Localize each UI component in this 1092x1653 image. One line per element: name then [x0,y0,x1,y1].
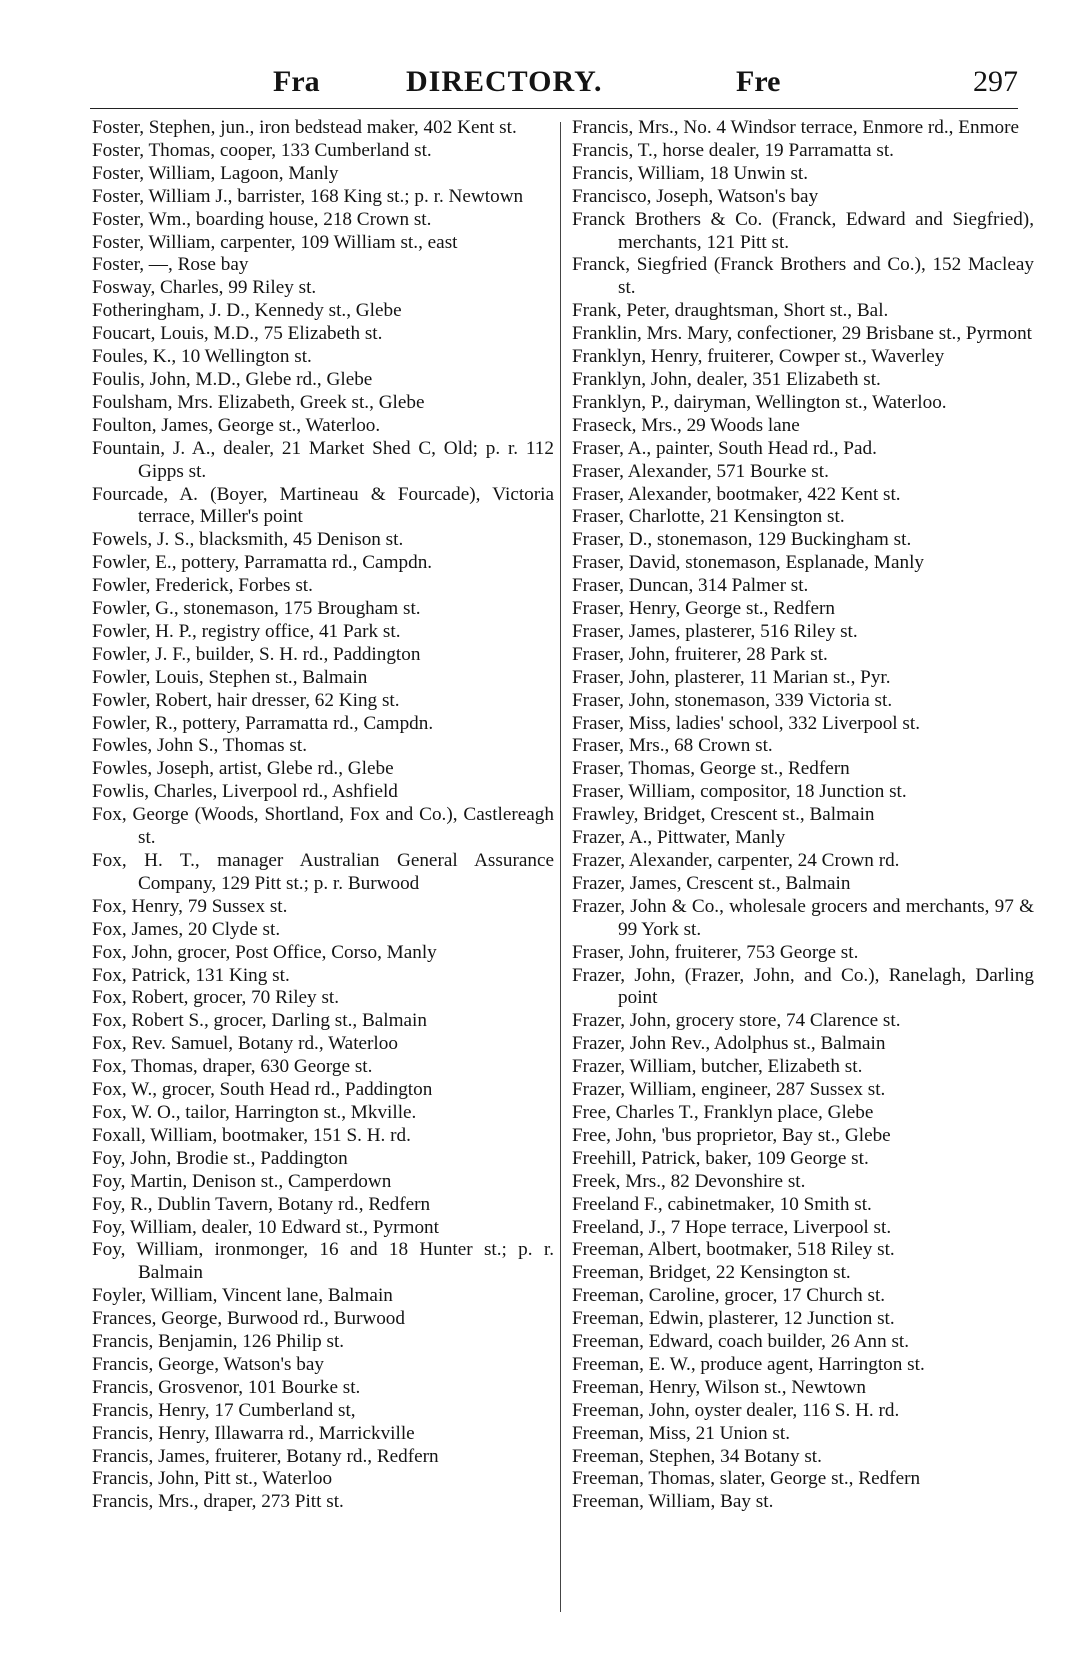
directory-entry: Fraser, David, stonemason, Esplanade, Manly [572,552,924,574]
directory-entry: Frazer, Alexander, carpenter, 24 Crown rd. [572,850,900,871]
directory-entry: Fraser, A., painter, South Head rd., Pad. [572,437,877,459]
directory-entry: Francis, Grosvenor, 101 Bourke st. [92,1376,361,1398]
directory-entry: Freeland, J., 7 Hope terrace, Liverpool st. [572,1216,892,1238]
directory-entry: Fraser, Duncan, 314 Palmer st. [572,575,809,597]
directory-entry: Freek, Mrs., 82 Devonshire st. [572,1170,806,1192]
directory-entry: Foy, R., Dublin Tavern, Botany rd., Redfern [92,1193,431,1215]
directory-entry: Freeman, Bridget, 22 Kensington st. [572,1262,851,1284]
directory-entry: Freeland F., cabinetmaker, 10 Smith st. [572,1193,872,1215]
directory-entry: Frances, George, Burwood rd., Burwood [92,1308,405,1330]
directory-entry: Freeman, Edwin, plasterer, 12 Junction st. [572,1308,895,1330]
directory-entry: Franklyn, Henry, fruiterer, Cowper st., Waverley [572,346,945,368]
directory-entry: Fowler, Frederick, Forbes st. [92,575,313,597]
directory-entry: Foulis, John, M.D., Glebe rd., Glebe [92,368,373,390]
directory-entry: Foy, John, Brodie st., Paddington [92,1147,348,1169]
directory-entry: Fraser, Thomas, George st., Redfern [572,758,850,780]
directory-entry: Fox, Rev. Samuel, Botany rd., Waterloo [92,1033,398,1055]
directory-entry: Freeman, Henry, Wilson st., Newtown [572,1376,866,1398]
directory-entry: Fowler, Robert, hair dresser, 62 King st. [92,689,400,711]
directory-entry: Francis, Henry, Illawarra rd., Marrickville [92,1422,415,1444]
directory-entry: Fraser, James, plasterer, 516 Riley st. [572,620,858,642]
directory-entry: Freeman, Miss, 21 Union st. [572,1422,790,1444]
directory-entry: Fox, W., grocer, South Head rd., Paddington [92,1079,433,1101]
directory-entry: Fraser, John, plasterer, 11 Marian st., Pyr. [572,666,891,688]
directory-entry: Fraser, Alexander, bootmaker, 422 Kent st. [572,483,901,505]
directory-entry: Foster, Wm., boarding house, 218 Crown st. [92,208,432,230]
directory-entry: Freeman, John, oyster dealer, 116 S. H. rd. [572,1399,900,1421]
directory-entry: Freeman, Caroline, grocer, 17 Church st. [572,1285,886,1307]
directory-entry: Fraser, Mrs., 68 Crown st. [572,735,773,757]
directory-entry: Foy, Martin, Denison st., Camperdown [92,1170,392,1192]
directory-entry: Fraseck, Mrs., 29 Woods lane [572,414,800,436]
header-rule [90,108,1018,109]
directory-entry: Foster, —, Rose bay [92,254,249,276]
directory-entry: Francis, T., horse dealer, 19 Parramatta st. [572,139,894,161]
directory-entry: Foules, K., 10 Wellington st. [92,346,312,368]
directory-entry: Foster, William, Lagoon, Manly [92,162,339,184]
directory-entry: Foy, William, ironmonger, 16 and 18 Hunter st.; p. r. Balmain [92,1239,554,1284]
directory-entry: Francis, John, Pitt st., Waterloo [92,1468,333,1490]
directory-entry: Fotheringham, J. D., Kennedy st., Glebe [92,300,402,322]
directory-entry: Free, Charles T., Franklyn place, Glebe [572,1101,874,1123]
directory-entry: Foulton, James, George st., Waterloo. [92,414,381,436]
directory-entry: Free, John, 'bus proprietor, Bay st., Glebe [572,1124,891,1146]
directory-entry: Fox, James, 20 Clyde st. [92,918,281,940]
left-column [92,117,554,1514]
directory-entry: Frazer, James, Crescent st., Balmain [572,872,851,894]
page-title: DIRECTORY. [406,65,603,98]
directory-entry: Fox, W. O., tailor, Harrington st., Mkville. [92,1101,417,1123]
directory-entry: Freeman, E. W., produce agent, Harrington st. [572,1353,925,1375]
directory-entry: Francis, Mrs., No. 4 Windsor terrace, Enmore rd., Enmore [572,117,1019,138]
directory-entry: Fox, Robert, grocer, 70 Riley st. [92,987,340,1009]
directory-entry: Fox, Henry, 79 Sussex st. [92,895,288,917]
directory-entry: Freeman, William, Bay st. [572,1491,774,1513]
directory-entry: Fourcade, A. (Boyer, Martineau & Fourcade), Victoria terrace, Miller's point [92,483,554,528]
directory-entry: Francis, William, 18 Unwin st. [572,162,809,184]
directory-entry: Frazer, William, engineer, 287 Sussex st. [572,1079,886,1101]
directory-entry: Franklin, Mrs. Mary, confectioner, 29 Brisbane st., Pyrmont [572,323,1033,345]
directory-entry: Franck, Siegfried (Franck Brothers and Co.), 152 Macleay st. [572,254,1034,299]
right-column [572,117,1034,1514]
directory-entry: Franklyn, P., dairyman, Wellington st., Waterloo. [572,391,947,413]
page-number: 297 [973,65,1018,98]
directory-entry: Foulsham, Mrs. Elizabeth, Greek st., Glebe [92,391,425,413]
directory-entry: Fowles, John S., Thomas st. [92,735,307,757]
directory-entry: Foster, Thomas, cooper, 133 Cumberland st. [92,139,432,161]
directory-entry: Franklyn, John, dealer, 351 Elizabeth st. [572,368,881,390]
directory-entry: Fox, George (Woods, Shortland, Fox and Co.), Castlereagh st. [92,804,554,849]
directory-entry: Fraser, Charlotte, 21 Kensington st. [572,506,845,528]
directory-entry: Fowels, J. S., blacksmith, 45 Denison st. [92,529,404,551]
left-guide-word: Fra [273,65,320,98]
directory-entry: Fraser, William, compositor, 18 Junction st. [572,781,907,803]
directory-entry: Foyler, William, Vincent lane, Balmain [92,1285,393,1307]
directory-entry: Foster, William, carpenter, 109 William st., east [92,231,458,253]
directory-entry: Freeman, Edward, coach builder, 26 Ann st. [572,1331,910,1353]
directory-entry: Frazer, John & Co., wholesale grocers and merchants, 97 & 99 York st. [572,895,1034,940]
directory-entry: Frazer, John, (Frazer, John, and Co.), Ranelagh, Darling point [572,964,1034,1009]
directory-entry: Fox, Patrick, 131 King st. [92,964,290,986]
directory-entry: Francis, George, Watson's bay [92,1353,324,1375]
directory-entry: Freehill, Patrick, baker, 109 George st. [572,1147,869,1169]
directory-entry: Freeman, Stephen, 34 Botany st. [572,1445,822,1467]
page-header [88,62,1018,106]
directory-entry: Foster, William J., barrister, 168 King st.; p. r. Newtown [92,185,524,207]
directory-entry: Francisco, Joseph, Watson's bay [572,185,819,207]
directory-entry: Fox, Robert S., grocer, Darling st., Balmain [92,1010,427,1032]
directory-entry: Fox, H. T., manager Australian General Assurance Company, 129 Pitt st.; p. r. Burwood [92,850,554,894]
column-divider [560,122,561,1612]
directory-entry: Francis, Benjamin, 126 Philip st. [92,1331,345,1353]
directory-entry: Fraser, Henry, George st., Redfern [572,598,835,620]
directory-entry: Fraser, John, stonemason, 339 Victoria st. [572,689,893,711]
directory-entry: Frank, Peter, draughtsman, Short st., Bal. [572,300,889,322]
directory-entry: Fraser, Miss, ladies' school, 332 Liverpool st. [572,712,921,734]
directory-entry: Freeman, Albert, bootmaker, 518 Riley st. [572,1239,895,1261]
directory-entry: Frazer, John, grocery store, 74 Clarence st. [572,1010,901,1032]
directory-entry: Fowler, H. P., registry office, 41 Park st. [92,620,401,642]
directory-entry: Fraser, John, fruiterer, 28 Park st. [572,643,828,665]
directory-entry: Foy, William, dealer, 10 Edward st., Pyrmont [92,1216,439,1238]
directory-entry: Frazer, John Rev., Adolphus st., Balmain [572,1033,886,1055]
directory-entry: Franck Brothers & Co. (Franck, Edward and Siegfried), merchants, 121 Pitt st. [572,208,1034,253]
directory-entry: Foster, Stephen, jun., iron bedstead maker, 402 Kent st. [92,117,517,138]
directory-entry: Fowlis, Charles, Liverpool rd., Ashfield [92,781,398,803]
directory-entry: Fowler, E., pottery, Parramatta rd., Campdn. [92,552,433,574]
directory-entry: Fosway, Charles, 99 Riley st. [92,277,317,299]
directory-entry: Frazer, A., Pittwater, Manly [572,827,786,849]
directory-entry: Fountain, J. A., dealer, 21 Market Shed C, Old; p. r. 112 Gipps st. [92,437,554,482]
directory-entry: Fowles, Joseph, artist, Glebe rd., Glebe [92,758,394,780]
directory-entry: Fowler, Louis, Stephen st., Balmain [92,666,368,688]
right-guide-word: Fre [736,65,781,98]
directory-entry: Foxall, William, bootmaker, 151 S. H. rd. [92,1124,411,1146]
directory-entry: Freeman, Thomas, slater, George st., Redfern [572,1468,921,1490]
directory-entry: Frawley, Bridget, Crescent st., Balmain [572,804,875,826]
directory-entry: Francis, Mrs., draper, 273 Pitt st. [92,1491,344,1513]
directory-entry: Fraser, D., stonemason, 129 Buckingham st. [572,529,912,551]
directory-entry: Francis, Henry, 17 Cumberland st, [92,1399,356,1421]
directory-entry: Fowler, G., stonemason, 175 Brougham st. [92,598,421,620]
directory-entry: Fox, John, grocer, Post Office, Corso, Manly [92,941,437,963]
directory-entry: Frazer, William, butcher, Elizabeth st. [572,1056,863,1078]
directory-entry: Fraser, John, fruiterer, 753 George st. [572,941,859,963]
directory-entry: Fox, Thomas, draper, 630 George st. [92,1056,373,1078]
directory-entry: Foucart, Louis, M.D., 75 Elizabeth st. [92,323,383,345]
directory-entry: Francis, James, fruiterer, Botany rd., Redfern [92,1445,439,1467]
directory-entry: Fowler, J. F., builder, S. H. rd., Paddington [92,643,421,665]
directory-entry: Fowler, R., pottery, Parramatta rd., Campdn. [92,712,434,734]
directory-entry: Fraser, Alexander, 571 Bourke st. [572,460,829,482]
